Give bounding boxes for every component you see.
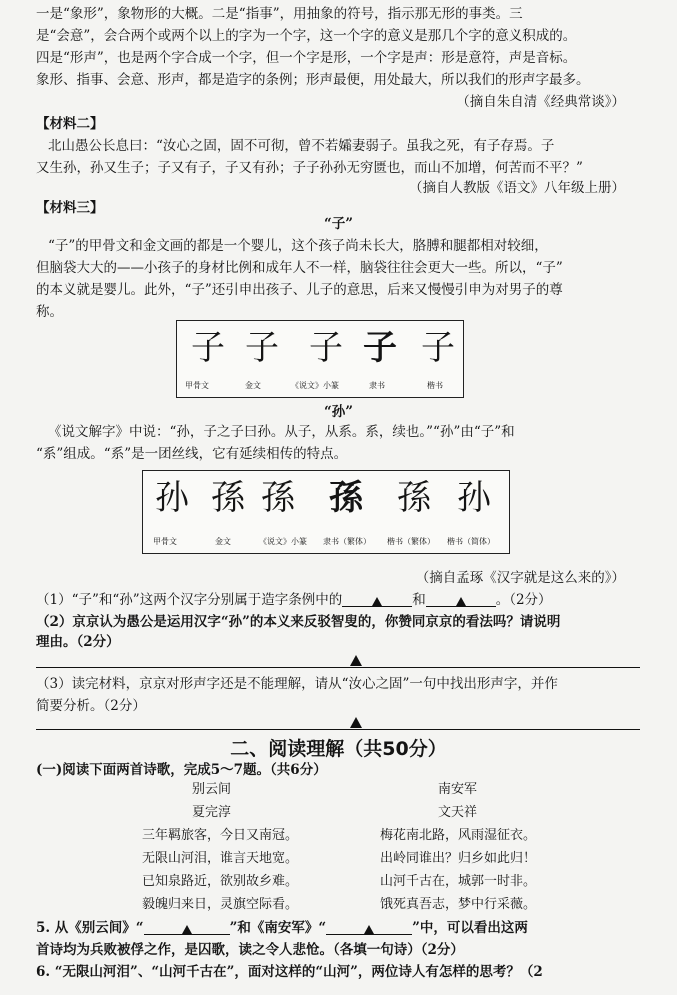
question-3-line-1: （3）读完材料，京京对形声字还是不能理解，请从“汝心之固”一句中找出形声字，并作 — [36, 676, 558, 692]
section-2-subtitle: (一)阅读下面两首诗歌，完成5～7题。（共6分） — [36, 762, 327, 778]
sun-glyph-oracle: 孙 — [155, 478, 189, 518]
material-2-source: （摘自人教版《语文》八年级上册） — [409, 180, 625, 196]
question-5-line-1: 5. 从《别云间》“ ”和《南安军》“ ”中，可以看出这两 — [36, 920, 528, 936]
zi-evolution-figure — [176, 320, 464, 398]
sun-caption-clerical: 隶书（繁体） — [323, 537, 371, 546]
question-5-line-2: 首诗均为兵败被俘之作，是囚歌，读之令人悲怆。（各填一句诗）（2分） — [36, 942, 464, 958]
sun-para-2: “系”组成。“系”是一团丝线，它有延续相传的特点。 — [36, 446, 348, 462]
sun-caption-seal: 《说文》小篆 — [259, 537, 307, 546]
material-3-heading: 【材料三】 — [36, 200, 104, 216]
zi-caption-seal: 《说文》小篆 — [291, 381, 339, 390]
triangle-icon — [456, 597, 466, 606]
material-2-line-2: 又生孙，孙又生子；子又有子，子又有孙；子子孙孙无穷匮也，而山不加增，何苦而不平？” — [36, 160, 583, 176]
intro-line-1: 一是“象形”，象物形的大概。二是“指事”，用抽象的符号，指示那无形的事类。三 — [36, 6, 523, 22]
question-2-line-2: 理由。（2分） — [36, 634, 120, 650]
poem-1-title: 别云间 — [192, 782, 232, 797]
intro-line-2: 是“会意”，会合两个或两个以上的字为一个字，这一个字的意义是那几个字的意义积成的。 — [36, 28, 577, 44]
zi-para-4: 称。 — [36, 304, 63, 320]
material-2-line-1: 北山愚公长息曰：“汝心之固，固不可彻，曾不若孀妻弱子。虽我之死，有子存焉。子 — [48, 138, 555, 154]
zi-glyph-seal: 子 — [309, 328, 343, 368]
sun-title: “孙” — [323, 404, 354, 420]
question-2-line-1: （2）京京认为愚公是运用汉字“孙”的本义来反驳智叟的，你赞同京京的看法吗？请说明 — [36, 614, 561, 630]
sun-glyph-trad-regular: 孫 — [397, 478, 431, 518]
question-3-line-2: 简要分析。（2分） — [36, 698, 146, 714]
intro-line-4: 象形、指事、会意、形声，都是造字的条例；形声最便，用处最大，所以我们的形声字最多。 — [36, 72, 590, 88]
answer-blank-5b[interactable] — [326, 920, 412, 935]
section-2-title: 二、阅读理解（共50分） — [230, 738, 447, 760]
triangle-icon — [182, 925, 192, 934]
sun-evolution-figure — [142, 470, 510, 554]
answer-blank-5a[interactable] — [144, 920, 230, 935]
zi-para-2: 但脑袋大大的——小孩子的身材比例和成年人不一样，脑袋往往会更大一些。所以，“子” — [36, 260, 563, 276]
zi-glyph-clerical: 子 — [363, 328, 397, 368]
zi-para-1: “子”的甲骨文和金文画的都是一个婴儿，这个孩子尚未长大，胳膊和腿都相对较细， — [48, 238, 548, 254]
sun-glyph-seal: 孫 — [261, 478, 295, 518]
sun-caption-simp-regular: 楷书（简体） — [447, 537, 495, 546]
zi-title: “子” — [323, 216, 354, 232]
sun-caption-bronze: 金文 — [215, 537, 231, 546]
zi-glyph-regular: 子 — [421, 328, 455, 368]
poem-1-line-1: 三年羁旅客，今日又南冠。 — [142, 828, 299, 843]
zi-glyph-oracle: 子 — [191, 328, 225, 368]
sun-glyph-bronze: 孫 — [211, 478, 245, 518]
answer-blank-1[interactable] — [342, 592, 412, 607]
zi-para-3: 的本义就是婴儿。此外，“子”还引申出孩子、儿子的意思，后来又慢慢引申为对男子的尊 — [36, 282, 563, 298]
poem-1-line-2: 无限山河泪，谁言天地宽。 — [142, 851, 299, 866]
sun-glyph-clerical: 孫 — [329, 478, 363, 518]
zi-caption-clerical: 隶书 — [369, 381, 385, 390]
poem-2-title: 南安军 — [438, 782, 478, 797]
sun-caption-trad-regular: 楷书（繁体） — [387, 537, 435, 546]
poem-2-line-2: 出岭同谁出？归乡如此归！ — [380, 851, 537, 866]
poem-1-line-4: 毅魄归来日，灵旗空际看。 — [142, 897, 299, 912]
triangle-icon — [364, 925, 374, 934]
triangle-icon — [372, 597, 382, 606]
poem-2-line-4: 饿死真吾志，梦中行采薇。 — [380, 897, 537, 912]
material-2-heading: 【材料二】 — [36, 116, 104, 132]
poem-2-line-3: 山河千古在，城郭一时非。 — [380, 874, 537, 889]
triangle-icon — [350, 655, 362, 666]
material-3-source: （摘自孟琢《汉字就是这么来的》） — [415, 570, 625, 586]
sun-glyph-simp-regular: 孙 — [457, 478, 491, 518]
triangle-icon — [350, 717, 362, 728]
sun-para-1: 《说文解字》中说：“孙，子之子曰孙。从子，从系。系，续也。”“孙”由“子”和 — [48, 424, 515, 440]
zi-glyph-bronze: 子 — [245, 328, 279, 368]
poem-2-author: 文天祥 — [438, 805, 478, 820]
zi-caption-regular: 楷书 — [427, 381, 443, 390]
intro-line-3: 四是“形声”，也是两个字合成一个字，但一个字是形，一个字是声：形是意符，声是音标。 — [36, 50, 577, 66]
zi-caption-oracle: 甲骨文 — [185, 381, 209, 390]
poem-2-line-1: 梅花南北路，风雨湿征衣。 — [380, 828, 537, 843]
answer-line-2[interactable] — [36, 667, 640, 668]
zi-caption-bronze: 金文 — [245, 381, 261, 390]
poem-1-author: 夏完淳 — [192, 805, 232, 820]
question-1: （1）“子”和“孙”这两个汉字分别属于造字条例中的 和 。（2分） — [36, 592, 552, 608]
sun-caption-oracle: 甲骨文 — [153, 537, 177, 546]
poem-1-line-3: 已知泉路近，欲别故乡难。 — [142, 874, 299, 889]
answer-line-3[interactable] — [36, 729, 640, 730]
intro-source: （摘自朱自清《经典常谈》） — [456, 94, 625, 110]
answer-blank-2[interactable] — [426, 592, 496, 607]
question-6-line-1: 6. “无限山河泪”、“山河千古在”，面对这样的“山河”，两位诗人有怎样的思考？（2 — [36, 964, 543, 980]
